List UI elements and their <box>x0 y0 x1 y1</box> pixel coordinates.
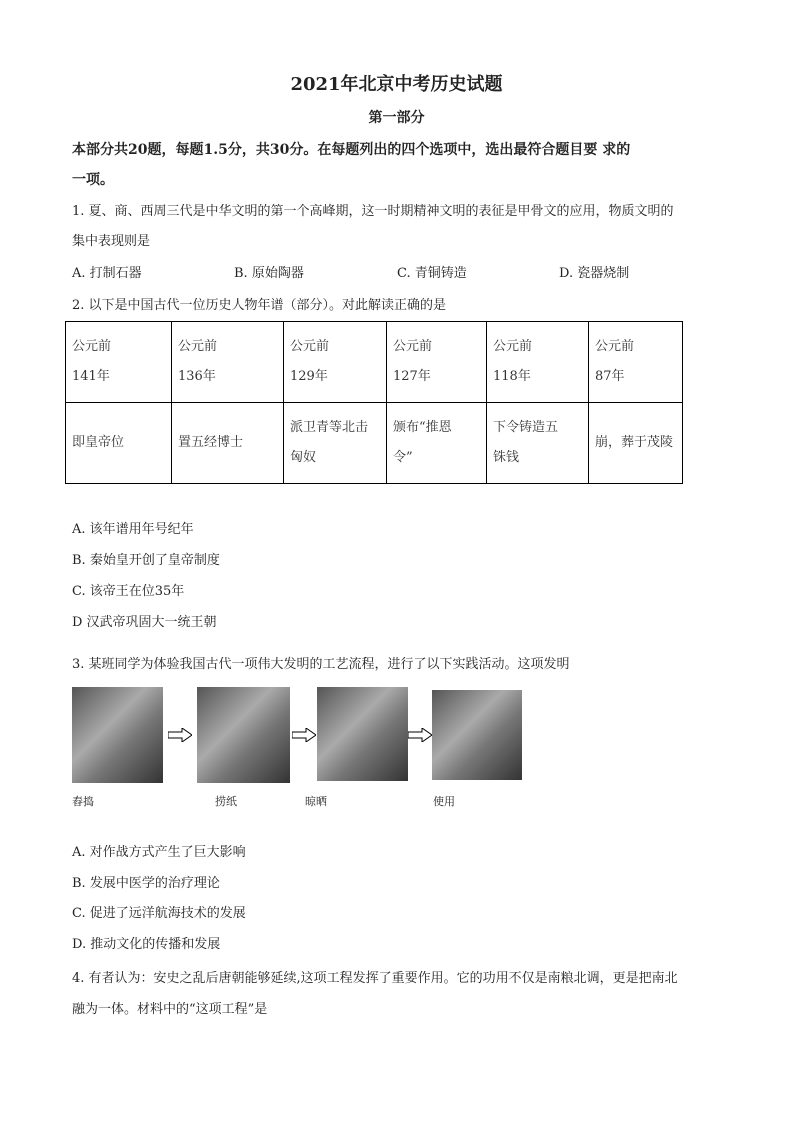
q1-stem-2: 集中表现则是 <box>72 234 151 249</box>
q1-option-b: B. 原始陶器 <box>234 266 304 281</box>
page-title: 2021年北京中考历史试题 <box>290 74 503 95</box>
q3-option-a: A. 对作战方式产生了巨大影响 <box>72 845 246 860</box>
q1-stem-1: 1. 夏、商、西周三代是中华文明的第一个高峰期，这一时期精神文明的表征是甲骨文的应用，物质文明的 <box>72 204 674 219</box>
arrow-right-icon <box>292 728 316 742</box>
arrow-right-icon <box>168 728 192 742</box>
photo-pounding <box>72 687 163 783</box>
q3-option-d: D. 推动文化的传播和发展 <box>72 937 221 952</box>
section-heading: 第一部分 <box>368 110 425 126</box>
year-cell: 公元前 136年 <box>172 322 284 403</box>
caption: 捞纸 <box>215 795 237 808</box>
year-cell: 公元前 127年 <box>387 322 487 403</box>
event-cell: 派卫青等北击 匈奴 <box>284 403 387 484</box>
q4-stem-1: 4. 有者认为：安史之乱后唐朝能够延续,这项工程发挥了重要作用。它的功用不仅是南粮北调，更是把南北 <box>72 971 678 986</box>
photo-drying <box>317 687 408 781</box>
photo-using <box>432 690 522 780</box>
q1-option-a: A. 打制石器 <box>72 266 142 281</box>
year-cell: 公元前 87年 <box>589 322 683 403</box>
chronology-table <box>65 321 683 484</box>
year-cell: 公元前 129年 <box>284 322 387 403</box>
arrow-right-icon <box>408 728 432 742</box>
caption: 舂捣 <box>72 795 94 808</box>
photo-scooping <box>197 687 290 783</box>
caption: 使用 <box>433 795 455 808</box>
q2-stem: 2. 以下是中国古代一位历史人物年谱（部分）。对此解读正确的是 <box>72 298 447 313</box>
q3-option-b: B. 发展中医学的治疗理论 <box>72 876 220 891</box>
q2-option-a: A. 该年谱用年号纪年 <box>72 522 194 537</box>
q2-option-d: D 汉武帝巩固大一统王朝 <box>72 615 217 630</box>
q4-stem-2: 融为一体。材料中的“这项工程”是 <box>72 1002 268 1017</box>
year-cell: 公元前 118年 <box>487 322 589 403</box>
event-cell: 即皇帝位 <box>66 403 172 484</box>
q3-option-c: C. 促进了远洋航海技术的发展 <box>72 906 246 921</box>
event-cell: 颁布“推恩 令” <box>387 403 487 484</box>
instructions-line-2: 一项。 <box>72 172 114 188</box>
q1-option-d: D. 瓷器烧制 <box>559 266 630 281</box>
event-cell: 置五经博士 <box>172 403 284 484</box>
event-cell: 下令铸造五 铢钱 <box>487 403 589 484</box>
caption: 晾晒 <box>305 795 327 808</box>
q2-option-b: B. 秦始皇开创了皇帝制度 <box>72 553 220 568</box>
year-cell: 公元前 141年 <box>66 322 172 403</box>
q2-option-c: C. 该帝王在位35年 <box>72 584 185 599</box>
instructions-line-1: 本部分共20题，每题1.5分，共30分。在每题列出的四个选项中，选出最符合题目要 求的 <box>72 142 631 158</box>
q1-option-c: C. 青铜铸造 <box>397 266 467 281</box>
q3-stem: 3. 某班同学为体验我国古代一项伟大发明的工艺流程，进行了以下实践活动。这项发明 <box>72 657 570 672</box>
event-cell: 崩，葬于茂陵 <box>589 403 683 484</box>
